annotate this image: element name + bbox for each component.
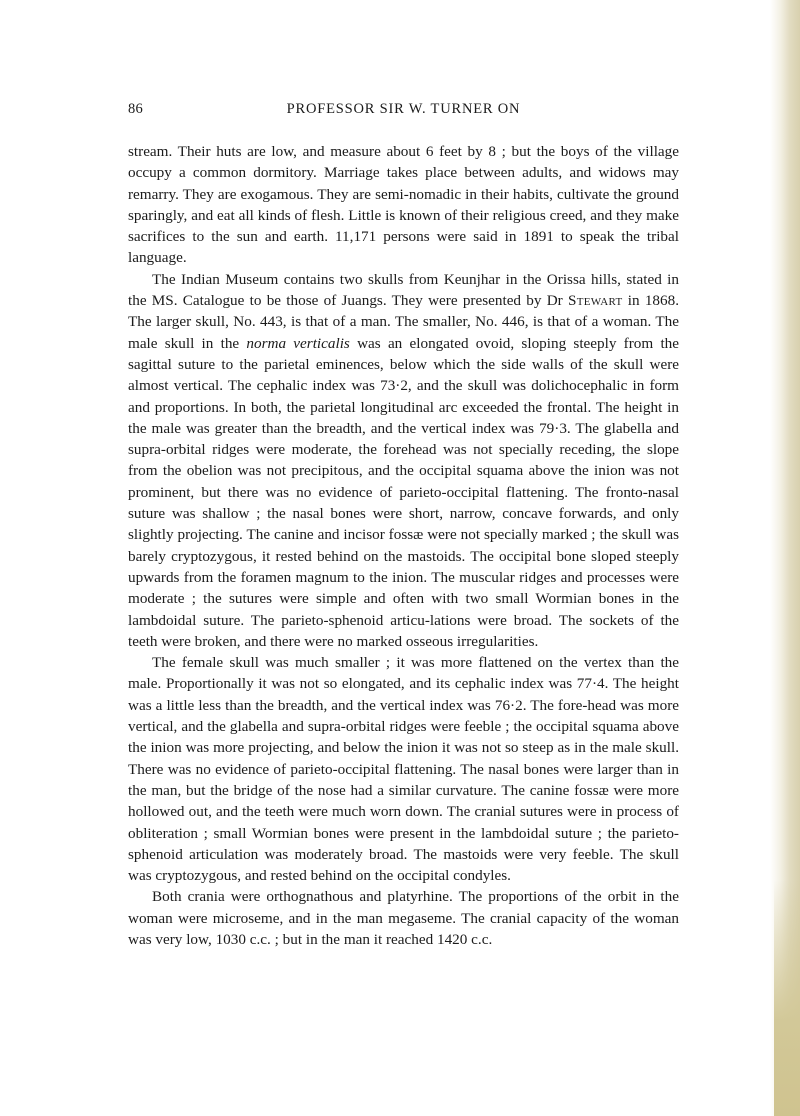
paragraph-4: Both crania were orthognathous and platyrhine. The proportions of the orbit in the woman were microseme, and in the man megaseme. The cranial capacity of the woman was very low, 1030 c.c. ; but in the man it reached 1420 c.c. — [128, 888, 679, 948]
running-title: PROFESSOR SIR W. TURNER ON — [286, 101, 521, 117]
paragraph-3: The female skull was much smaller ; it was more flattened on the vertex than the male. Proportionally it was not so elongated, and its cephalic index was 77·4. The height was a little less than the breadth, and the vertical index was 76·2. The fore-head was more vertical, and the glabella and supra-orbital ridges were feeble ; the occipital squama above the inion was more projecting, and below the inion it was not so steep as in the male skull. There was no evidence of parieto-occipital flattening. The nasal bones were larger than in the man, but the bridge of the nose had a similar curvature. The canine fossæ were more hollowed out, and the teeth were much worn down. The cranial sutures were in process of obliteration ; small Wormian bones were present in the lambdoidal suture ; the parieto-sphenoid articulation was moderately broad. The mastoids were very feeble. The skull was cryptozygous, and rested behind on the occipital condyles. — [128, 654, 679, 885]
page-edge-stain — [774, 880, 800, 1116]
paragraph-2-text-c: was an elongated ovoid, sloping steeply from the sagittal suture to the parietal eminences, below which the side walls of the skull were almost vertical. The cephalic index was 73·2, and the skull was dolichocephalic in form and proportions. In both, the parietal longitudinal arc exceeded the frontal. The height in the male was greater than the breadth, and the vertical index was 79·3. The glabella and supra-orbital ridges were moderate, the forehead was not specially receding, the slope from the obelion was not precipitous, and the occipital squama above the inion was not prominent, but there was no evidence of parieto-occipital flattening. The fronto-nasal suture was shallow ; the nasal bones were short, narrow, concave forwards, and only slightly projecting. The canine and incisor fossæ were not specially marked ; the skull was barely cryptozygous, it rested behind on the mastoids. The occipital bone sloped steeply upwards from the foramen magnum to the inion. The muscular ridges and processes were moderate ; the sutures were simple and often with two small Wormian bones in the lambdoidal suture. The parieto-sphenoid articu-lations were broad. The sockets of the teeth were broken, and there were no marked osseous irregularities. — [128, 334, 679, 650]
running-head — [128, 101, 679, 123]
page-number: 86 — [128, 101, 143, 117]
italic-term: norma verticalis — [246, 334, 350, 352]
paragraph-2-text-a: The Indian Museum contains two skulls from Keunjhar in the Orissa hills, stated in the MS. Catalogue to be those of Juangs. They were presented by Dr — [128, 270, 679, 310]
paragraph-2 — [128, 269, 679, 652]
paragraph-2-text-b: in 1868. The larger skull, No. 443, is that of a man. The smaller, No. 446, is that of a woman. The male skull in the — [128, 292, 679, 352]
donor-name: Stewart — [568, 292, 623, 310]
body-text — [128, 141, 679, 950]
paragraph-1: stream. Their huts are low, and measure about 6 feet by 8 ; but the boys of the village occupy a common dormitory. Marriage takes place between adults, and widows may remarry. They are exogamous. They are semi-nomadic in their habits, cultivate the ground sparingly, and eat all kinds of flesh. Little is known of their religious creed, and they make sacrifices to the sun and earth. 11,171 persons were said in 1891 to speak the tribal language. — [128, 143, 679, 267]
